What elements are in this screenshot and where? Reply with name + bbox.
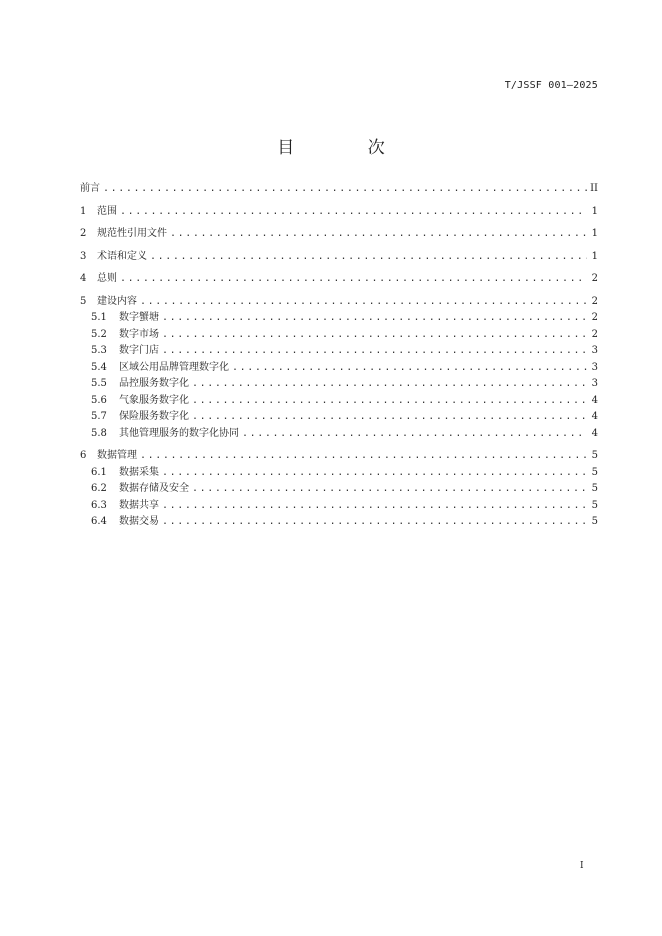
toc-entry[interactable] (80, 376, 598, 393)
toc-entry-page: 2 (591, 273, 598, 284)
toc-entry-page: 4 (591, 394, 598, 406)
toc-entry-page: 3 (591, 345, 598, 356)
toc-entry[interactable] (80, 343, 598, 360)
toc-dot-leader (192, 376, 587, 393)
toc-dot-leader (140, 448, 587, 465)
page-title: 目 次 (277, 138, 419, 158)
toc-entry-label: 气象服务数字化 (119, 394, 189, 406)
toc-entry[interactable] (80, 226, 598, 243)
toc-entry[interactable] (80, 481, 598, 498)
toc-entry-page: 3 (591, 361, 598, 373)
toc-entry[interactable] (80, 409, 598, 426)
toc-entry[interactable] (80, 360, 598, 377)
toc-dot-leader (120, 271, 587, 288)
toc-entry-label: 数字市场 (119, 328, 159, 340)
toc-entry-number: 6.4 (91, 516, 107, 527)
toc-entry-page: 4 (591, 411, 598, 422)
page-number: I (580, 861, 584, 871)
toc-dot-leader (140, 294, 587, 311)
toc-entry[interactable] (80, 271, 598, 288)
toc-entry-number: 5.2 (91, 328, 107, 340)
toc-entry-label: 保险服务数字化 (119, 411, 189, 422)
toc-entry-number: 5.3 (91, 345, 107, 356)
toc-entry-number: 1 (80, 205, 87, 217)
toc-entry-label: 范围 (97, 205, 117, 217)
toc-entry-number: 5.1 (91, 312, 107, 323)
toc-entry[interactable] (80, 249, 598, 266)
toc-entry-page: 2 (591, 312, 598, 323)
toc-entry-label: 品控服务数字化 (119, 378, 189, 389)
toc-entry-label: 数据采集 (119, 466, 159, 478)
toc-entry-page: 4 (591, 427, 598, 439)
toc-entry-number: 5.8 (91, 427, 107, 439)
toc-dot-leader (192, 409, 587, 426)
toc-entry-number: 5.6 (91, 394, 107, 406)
toc-entry-page: 1 (591, 205, 598, 217)
table-of-contents (80, 181, 598, 531)
toc-entry-label: 区域公用品牌管理数字化 (119, 361, 229, 373)
toc-entry-page: 2 (591, 295, 598, 307)
toc-entry-label: 数据存储及安全 (119, 483, 189, 494)
toc-dot-leader (150, 249, 587, 266)
toc-entry-page: 2 (591, 328, 598, 340)
toc-entry-number: 6.2 (91, 483, 107, 494)
toc-entry-page: 5 (591, 516, 598, 527)
toc-entry-number: 5.4 (91, 361, 107, 373)
toc-entry[interactable] (80, 448, 598, 465)
toc-entry-number: 6.1 (91, 466, 107, 478)
toc-entry[interactable] (80, 465, 598, 482)
toc-entry-label: 规范性引用文件 (97, 228, 167, 239)
toc-entry[interactable] (80, 393, 598, 410)
toc-entry-page: 1 (591, 228, 598, 239)
toc-entry-label: 数字蟹塘 (119, 312, 159, 323)
document-code: T/JSSF 001—2025 (504, 80, 598, 91)
toc-entry[interactable] (80, 426, 598, 443)
toc-entry-page: 5 (591, 466, 598, 478)
toc-dot-leader (120, 204, 587, 221)
toc-entry-number: 5 (80, 295, 87, 307)
toc-entry[interactable] (80, 204, 598, 221)
toc-entry-label: 数据管理 (97, 450, 137, 461)
toc-entry-number: 6 (80, 450, 87, 461)
toc-entry-label: 数据交易 (119, 516, 159, 527)
toc-entry[interactable] (80, 498, 598, 515)
toc-entry-page: 5 (591, 450, 598, 461)
toc-entry-label: 数据共享 (119, 499, 159, 511)
toc-entry-label: 术语和定义 (97, 250, 147, 262)
toc-entry-number: 3 (80, 250, 87, 262)
toc-entry-label: 数字门店 (119, 345, 159, 356)
toc-dot-leader (162, 514, 587, 531)
toc-entry-number: 5.5 (91, 378, 107, 389)
toc-dot-leader (103, 181, 587, 198)
toc-entry-number: 5.7 (91, 411, 107, 422)
toc-dot-leader (162, 327, 587, 344)
toc-entry[interactable] (80, 327, 598, 344)
toc-dot-leader (192, 481, 587, 498)
toc-dot-leader (162, 310, 587, 327)
toc-entry-number: 2 (80, 228, 87, 239)
toc-entry-label: 其他管理服务的数字化协同 (119, 427, 239, 439)
toc-entry-label: 总则 (97, 273, 117, 284)
toc-entry-number: 6.3 (91, 499, 107, 511)
toc-entry-page: 3 (591, 378, 598, 389)
toc-dot-leader (162, 343, 587, 360)
toc-dot-leader (162, 498, 587, 515)
toc-entry-label: 建设内容 (97, 295, 137, 307)
toc-entry-label: 前言 (80, 183, 100, 194)
toc-entry-page: II (590, 183, 598, 194)
toc-entry-number: 4 (80, 273, 87, 284)
toc-entry-page: 1 (591, 250, 598, 262)
toc-dot-leader (232, 360, 587, 377)
toc-entry-page: 5 (591, 499, 598, 511)
toc-entry[interactable] (80, 310, 598, 327)
toc-dot-leader (242, 426, 587, 443)
toc-dot-leader (162, 465, 587, 482)
toc-dot-leader (170, 226, 587, 243)
toc-entry[interactable] (80, 294, 598, 311)
toc-entry[interactable] (80, 514, 598, 531)
toc-entry-page: 5 (591, 483, 598, 494)
toc-entry[interactable] (80, 181, 598, 198)
toc-dot-leader (192, 393, 587, 410)
